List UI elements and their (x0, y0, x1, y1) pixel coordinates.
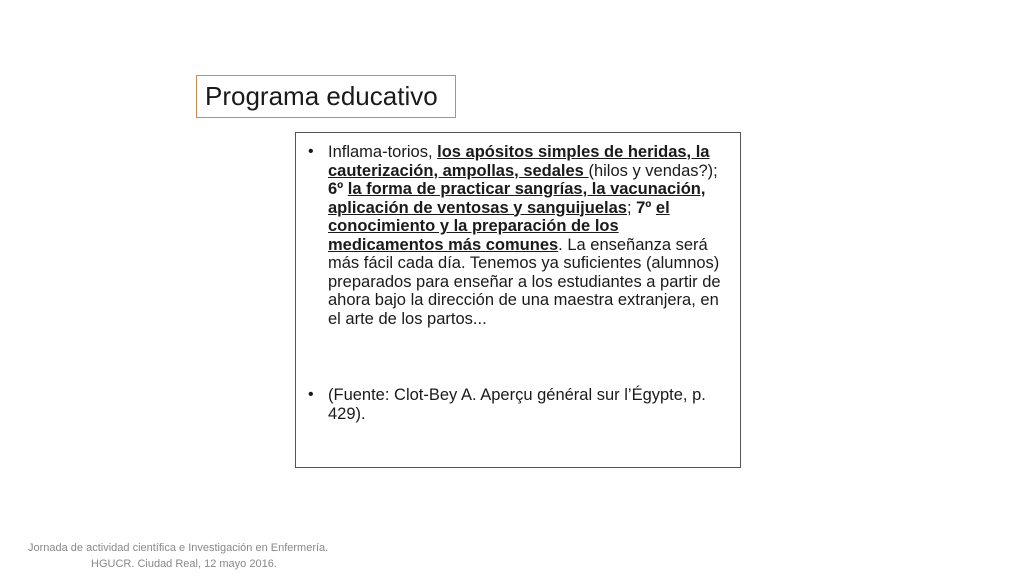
bullet-dot-icon: • (308, 386, 314, 403)
bullet-item (306, 143, 726, 328)
text-segment: Inflama-torios, (328, 143, 438, 161)
footer (28, 540, 328, 572)
bullet-list (306, 143, 726, 423)
content-box (295, 132, 741, 468)
text-segment-bold-underline: el conocimiento y la preparación de los medicamentos más comunes (328, 198, 670, 254)
bullet-text (328, 386, 706, 423)
text-segment: ; (626, 198, 637, 217)
title-box (196, 75, 456, 118)
text-segment-bold-underline: los apósitos simples de heridas, la cauterización, ampollas, sedales (328, 143, 710, 180)
text-segment-bold: 7º (636, 198, 656, 217)
bullet-item (306, 386, 726, 423)
text-segment-bold: 6º (328, 180, 348, 198)
bullet-text (328, 143, 721, 328)
text-segment: (hilos y vendas?); (588, 161, 718, 180)
footer-line-2: HGUCR. Ciudad Real, 12 mayo 2016. (91, 558, 277, 570)
text-segment: . La enseñanza será más fácil cada día. Tenemos ya suficientes (alumnos) preparados para enseñar a los estudiantes a partir de ahora bajo la dirección de una maestra extranjera, en el arte de los partos... (328, 235, 721, 328)
bullet-dot-icon: • (308, 143, 314, 160)
text-segment-bold-underline: la forma de practicar sangrías, la vacunación, aplicación de ventosas y sanguijuelas (328, 180, 706, 217)
text-segment: (Fuente: Clot-Bey A. Aperçu général sur l’Égypte, p. 429). (328, 386, 706, 423)
slide-title: Programa educativo (205, 81, 438, 111)
footer-line-1: Jornada de actividad científica e Investigación en Enfermería. (28, 542, 329, 554)
